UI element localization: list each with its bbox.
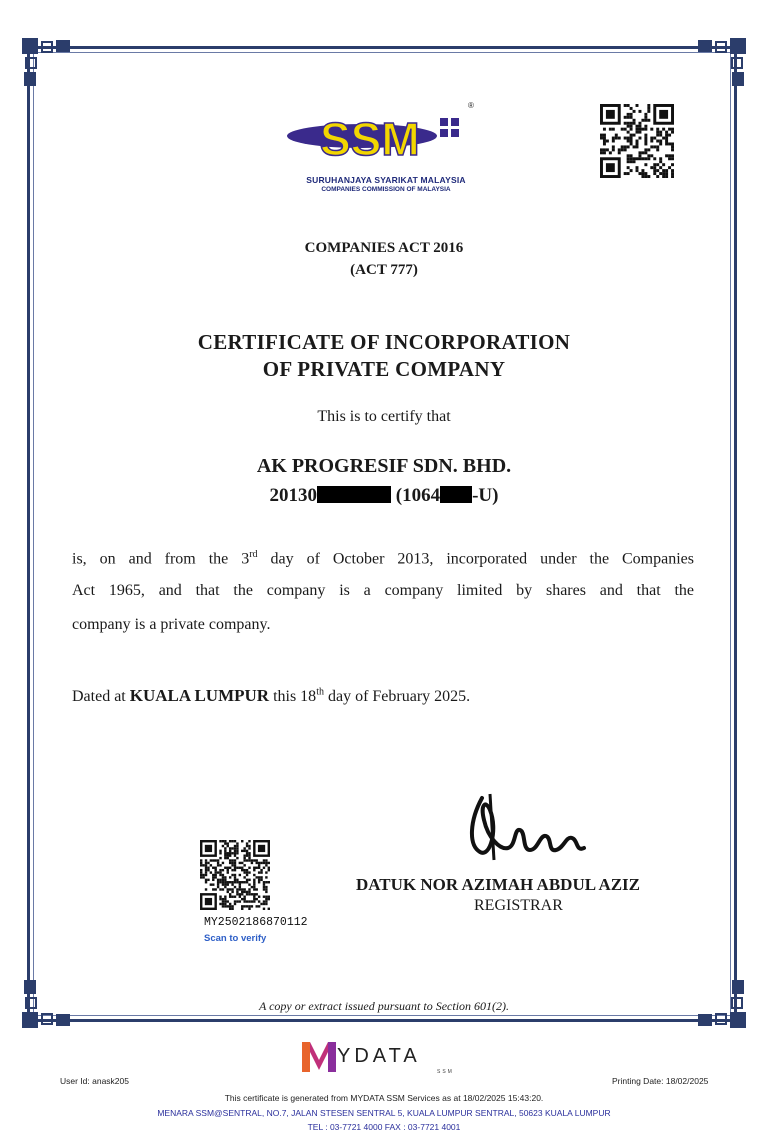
registrar-signature [460, 790, 600, 870]
scan-to-verify-link[interactable]: Scan to verify [204, 933, 267, 944]
user-id: User Id: anask205 [60, 1076, 129, 1086]
certificate-title-line2: OF PRIVATE COMPANY [262, 357, 506, 381]
certify-statement: This is to certify that [317, 408, 451, 425]
registrar-title: REGISTRAR [474, 897, 563, 914]
reg-number-old-prefix: (1064 [395, 485, 441, 506]
dated-place: KUALA LUMPUR [129, 686, 270, 705]
corner-ornament-top-right [694, 36, 748, 90]
ssm-contact: TEL : 03-7721 4000 FAX : 03-7721 4001 [307, 1122, 461, 1132]
ssm-logo-wordmark: SSM [320, 113, 420, 165]
verification-qr-icon[interactable] [200, 840, 270, 910]
corner-ornament-top-left [20, 36, 74, 90]
registered-mark: ® [468, 101, 474, 110]
reg-number-prefix: 20130 [269, 485, 318, 506]
incorporation-text-line1: is, on and from the 3rd day of October 2013, incorporated under the Companies [72, 549, 695, 568]
act-number: (ACT 777) [350, 262, 418, 278]
certificate-inner-border [33, 52, 731, 1016]
generated-note: This certificate is generated from MYDATA SSM Services as at 18/02/2025 15:43:20. [224, 1093, 544, 1103]
copy-note: A copy or extract issued pursuant to Section 601(2). [258, 999, 510, 1013]
incorporation-text-line2: Act 1965, and that the company is a company limited by shares and that the [72, 582, 694, 599]
certificate-title-line1: CERTIFICATE OF INCORPORATION [197, 330, 571, 354]
ssm-name-english: COMPANIES COMMISSION OF MALAYSIA [321, 186, 451, 193]
incorporation-text-line3: company is a private company. [72, 616, 271, 633]
printing-date: Printing Date: 18/02/2025 [612, 1076, 709, 1086]
redaction-block [317, 486, 391, 503]
qr-code-icon [600, 104, 674, 178]
ssm-address: MENARA SSM@SENTRAL, NO.7, JALAN STESEN SENTRAL 5, KUALA LUMPUR SENTRAL, 50623 KUALA LUMPUR [157, 1108, 611, 1118]
mydata-logo-icon [302, 1040, 338, 1074]
company-name: AK PROGRESIF SDN. BHD. [256, 455, 512, 477]
mydata-logo-sub: SSM [437, 1069, 454, 1075]
registrar-name: DATUK NOR AZIMAH ABDUL AZIZ [356, 875, 641, 894]
reg-number-suffix: -U) [472, 485, 499, 506]
mydata-logo-text: YDATA [337, 1045, 421, 1067]
ssm-logo [284, 100, 474, 170]
verification-code: MY2502186870112 [204, 916, 308, 929]
dated-statement: Dated at KUALA LUMPUR this 18th day of February 2025. [72, 686, 471, 705]
registration-number [0, 485, 768, 507]
act-title: COMPANIES ACT 2016 [304, 240, 464, 256]
redaction-block [440, 486, 472, 503]
ssm-name-malay: SURUHANJAYA SYARIKAT MALAYSIA [306, 175, 466, 185]
